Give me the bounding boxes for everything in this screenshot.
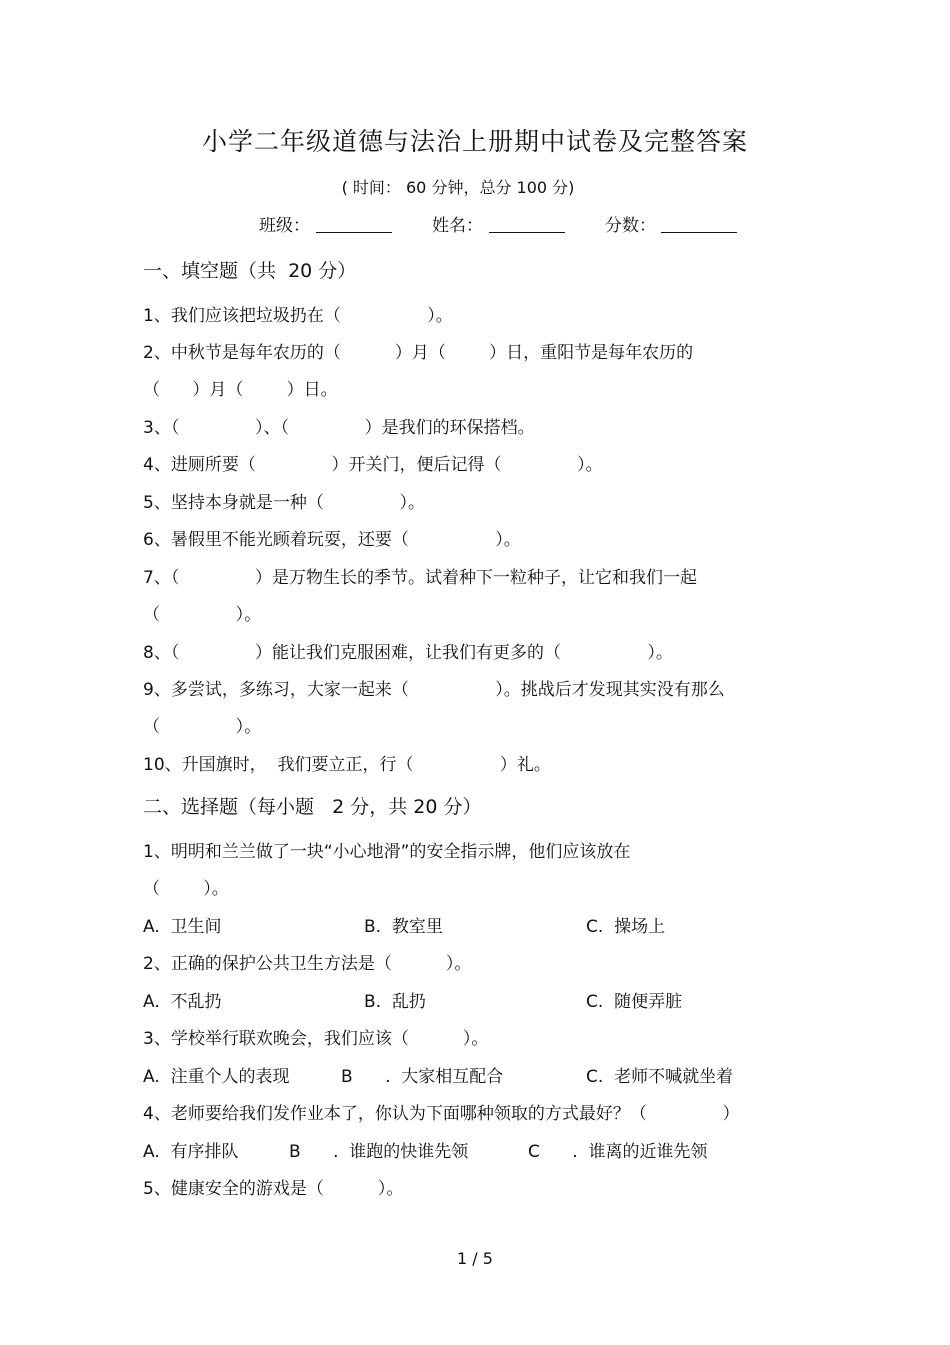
name-blank (489, 232, 565, 233)
choice-question: 4、老师要给我们发作业本了，你认为下面哪种领取的方式最好？（ ） (143, 1104, 740, 1124)
score-blank (661, 232, 737, 233)
choice-question: 5、健康安全的游戏是（ ）。 (143, 1179, 404, 1199)
fill-question: 1、我们应该把垃圾扔在（ ）。 (143, 306, 453, 326)
fill-question: 9、多尝试，多练习，大家一起来（ ）。挑战后才发现其实没有那么 (143, 680, 725, 700)
score-label: 分数： (605, 216, 656, 236)
fill-question: （ ）。 (143, 717, 262, 737)
fill-question: 2、中秋节是每年农历的（ ）月（ ）日，重阳节是每年农历的 (143, 343, 694, 363)
section2-heading: 二、选择题（每小题 2 分，共 20 分） (143, 796, 482, 818)
option-b: B . 大家相互配合 (341, 1067, 504, 1087)
option-c: C. 老师不喊就坐着 (586, 1067, 734, 1087)
fill-question: 7、（ ）是万物生长的季节。试着种下一粒种子，让它和我们一起 (143, 568, 697, 588)
page-number: 1 / 5 (457, 1249, 493, 1268)
exam-subtitle: ( 时间： 60 分钟，总分 100 分) (341, 178, 575, 197)
option-c: C. 操场上 (586, 917, 666, 937)
fill-question: 6、暑假里不能光顾着玩耍，还要（ ）。 (143, 530, 521, 550)
section1-heading: 一、填空题（共 20 分） (143, 260, 357, 282)
fill-question: （ ）月（ ）日。 (143, 380, 338, 400)
option-a: A. 不乱扔 (143, 992, 222, 1012)
option-b: B. 乱扔 (364, 992, 426, 1012)
name-label: 姓名： (432, 216, 483, 236)
choice-question: 3、学校举行联欢晚会，我们应该（ ）。 (143, 1029, 489, 1049)
fill-question: 3、（ ）、（ ）是我们的环保搭档。 (143, 418, 535, 438)
option-b: B . 谁跑的快谁先领 (289, 1142, 469, 1162)
option-a: A. 有序排队 (143, 1142, 239, 1162)
fill-question: 8、（ ）能让我们克服困难，让我们有更多的（ ）。 (143, 643, 673, 663)
option-c: C. 随便弄脏 (586, 992, 683, 1012)
fill-question: 5、坚持本身就是一种（ ）。 (143, 493, 425, 513)
page-title: 小学二年级道德与法治上册期中试卷及完整答案 (201, 127, 748, 156)
choice-question: 1、明明和兰兰做了一块“小心地滑”的安全指示牌，他们应该放在 (143, 842, 631, 862)
class-blank (316, 232, 392, 233)
fill-question: 4、进厕所要（ ）开关门，便后记得（ ）。 (143, 455, 603, 475)
option-b: B. 教室里 (364, 917, 443, 937)
fill-question: 10、升国旗时， 我们要立正，行（ ）礼。 (143, 755, 551, 775)
option-a: A. 注重个人的表现 (143, 1067, 290, 1087)
choice-question: 2、正确的保护公共卫生方法是（ ）。 (143, 954, 472, 974)
class-label: 班级： (259, 216, 310, 236)
option-a: A. 卫生间 (143, 917, 222, 937)
option-c: C . 谁离的近谁先领 (528, 1142, 708, 1162)
fill-question: （ ）。 (143, 605, 262, 625)
choice-question: （ ）。 (143, 879, 229, 899)
